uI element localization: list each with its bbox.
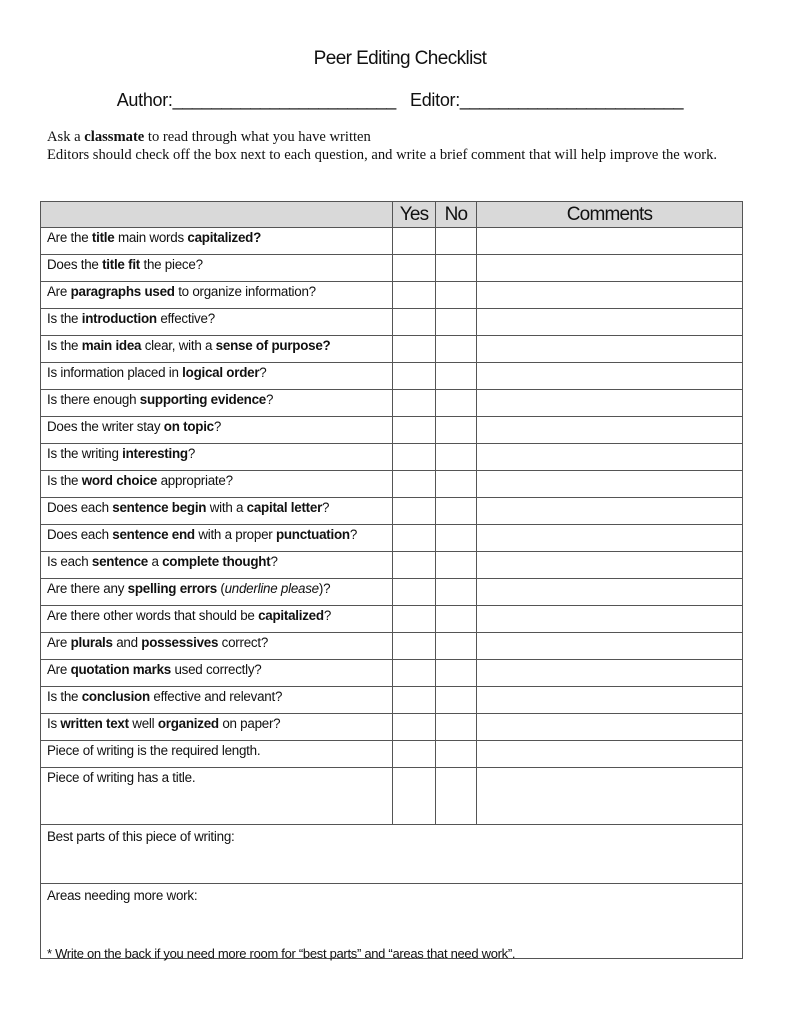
question-cell: Is the introduction effective? (41, 309, 393, 336)
yes-checkbox[interactable] (393, 309, 436, 336)
comment-cell[interactable] (477, 525, 743, 552)
yes-header: Yes (393, 202, 436, 228)
no-checkbox[interactable] (436, 687, 477, 714)
no-checkbox[interactable] (436, 552, 477, 579)
yes-checkbox[interactable] (393, 390, 436, 417)
yes-checkbox[interactable] (393, 336, 436, 363)
yes-checkbox[interactable] (393, 255, 436, 282)
question-cell: Piece of writing has a title. (41, 768, 393, 825)
question-cell: Is each sentence a complete thought? (41, 552, 393, 579)
question-cell: Does the title fit the piece? (41, 255, 393, 282)
table-row (41, 633, 743, 660)
question-cell: Does each sentence end with a proper punctuation? (41, 525, 393, 552)
comment-cell[interactable] (477, 741, 743, 768)
comment-cell[interactable] (477, 498, 743, 525)
checklist-table (40, 201, 743, 959)
table-row (41, 471, 743, 498)
yes-checkbox[interactable] (393, 417, 436, 444)
no-checkbox[interactable] (436, 336, 477, 363)
table-row (41, 498, 743, 525)
no-checkbox[interactable] (436, 363, 477, 390)
comment-cell[interactable] (477, 552, 743, 579)
table-row (41, 687, 743, 714)
yes-checkbox[interactable] (393, 633, 436, 660)
yes-checkbox[interactable] (393, 444, 436, 471)
question-cell: Is there enough supporting evidence? (41, 390, 393, 417)
question-cell: Is the conclusion effective and relevant? (41, 687, 393, 714)
question-header (41, 202, 393, 228)
comment-cell[interactable] (477, 714, 743, 741)
table-row (41, 228, 743, 255)
table-row (41, 282, 743, 309)
table-row (41, 714, 743, 741)
yes-checkbox[interactable] (393, 606, 436, 633)
no-checkbox[interactable] (436, 444, 477, 471)
header-row (41, 202, 743, 228)
comment-cell[interactable] (477, 390, 743, 417)
yes-checkbox[interactable] (393, 768, 436, 825)
table-row (41, 309, 743, 336)
no-checkbox[interactable] (436, 714, 477, 741)
yes-checkbox[interactable] (393, 471, 436, 498)
author-field[interactable]: Author:_______________________ (116, 90, 396, 110)
comment-cell[interactable] (477, 606, 743, 633)
comments-header: Comments (477, 202, 743, 228)
table-row (41, 417, 743, 444)
page-title: Peer Editing Checklist (313, 48, 487, 69)
yes-checkbox[interactable] (393, 498, 436, 525)
yes-checkbox[interactable] (393, 660, 436, 687)
question-cell: Piece of writing is the required length. (41, 741, 393, 768)
no-checkbox[interactable] (436, 660, 477, 687)
footnote: * Write on the back if you need more room for “best parts” and “areas that need work”. (47, 946, 516, 961)
yes-checkbox[interactable] (393, 741, 436, 768)
table-row (41, 525, 743, 552)
question-cell: Are paragraphs used to organize information? (41, 282, 393, 309)
table-row (41, 768, 743, 825)
no-checkbox[interactable] (436, 606, 477, 633)
comment-cell[interactable] (477, 768, 743, 825)
best-parts-field[interactable]: Best parts of this piece of writing: (41, 825, 743, 884)
question-cell: Are plurals and possessives correct? (41, 633, 393, 660)
question-cell: Are there other words that should be capitalized? (41, 606, 393, 633)
question-cell: Are there any spelling errors (underline please)? (41, 579, 393, 606)
comment-cell[interactable] (477, 687, 743, 714)
no-checkbox[interactable] (436, 768, 477, 825)
comment-cell[interactable] (477, 633, 743, 660)
table-row (41, 390, 743, 417)
no-checkbox[interactable] (436, 417, 477, 444)
table-row (41, 579, 743, 606)
comment-cell[interactable] (477, 579, 743, 606)
best-parts-row (41, 825, 743, 884)
editor-field[interactable]: Editor:_______________________ (410, 90, 684, 110)
comment-cell[interactable] (477, 336, 743, 363)
question-cell: Are the title main words capitalized? (41, 228, 393, 255)
no-checkbox[interactable] (436, 390, 477, 417)
table-row (41, 606, 743, 633)
yes-checkbox[interactable] (393, 579, 436, 606)
no-checkbox[interactable] (436, 309, 477, 336)
table-row (41, 444, 743, 471)
no-header: No (436, 202, 477, 228)
comment-cell[interactable] (477, 309, 743, 336)
yes-checkbox[interactable] (393, 363, 436, 390)
comment-cell[interactable] (477, 282, 743, 309)
comment-cell[interactable] (477, 363, 743, 390)
question-cell: Is the writing interesting? (41, 444, 393, 471)
question-cell: Is the main idea clear, with a sense of purpose? (41, 336, 393, 363)
no-checkbox[interactable] (436, 741, 477, 768)
comment-cell[interactable] (477, 228, 743, 255)
comment-cell[interactable] (477, 660, 743, 687)
instruction-line-1: Ask a classmate to read through what you have written (47, 129, 371, 145)
no-checkbox[interactable] (436, 498, 477, 525)
table-row (41, 255, 743, 282)
yes-checkbox[interactable] (393, 687, 436, 714)
comment-cell[interactable] (477, 444, 743, 471)
question-cell: Is information placed in logical order? (41, 363, 393, 390)
name-line (0, 90, 800, 111)
comment-cell[interactable] (477, 417, 743, 444)
no-checkbox[interactable] (436, 633, 477, 660)
no-checkbox[interactable] (436, 282, 477, 309)
question-cell: Are quotation marks used correctly? (41, 660, 393, 687)
yes-checkbox[interactable] (393, 282, 436, 309)
question-cell: Is written text well organized on paper? (41, 714, 393, 741)
areas-field[interactable]: Areas needing more work: (41, 884, 743, 959)
question-cell: Does the writer stay on topic? (41, 417, 393, 444)
table-row (41, 363, 743, 390)
question-cell: Does each sentence begin with a capital letter? (41, 498, 393, 525)
no-checkbox[interactable] (436, 579, 477, 606)
yes-checkbox[interactable] (393, 552, 436, 579)
yes-checkbox[interactable] (393, 714, 436, 741)
no-checkbox[interactable] (436, 525, 477, 552)
yes-checkbox[interactable] (393, 228, 436, 255)
instruction-line-2: Editors should check off the box next to each question, and write a brief comment that will help improve the work. (47, 147, 718, 163)
question-cell: Is the word choice appropriate? (41, 471, 393, 498)
comment-cell[interactable] (477, 471, 743, 498)
table-row (41, 660, 743, 687)
yes-checkbox[interactable] (393, 525, 436, 552)
no-checkbox[interactable] (436, 228, 477, 255)
table-row (41, 336, 743, 363)
instructions (47, 128, 747, 164)
no-checkbox[interactable] (436, 255, 477, 282)
table-row (41, 552, 743, 579)
comment-cell[interactable] (477, 255, 743, 282)
no-checkbox[interactable] (436, 471, 477, 498)
table-row (41, 741, 743, 768)
